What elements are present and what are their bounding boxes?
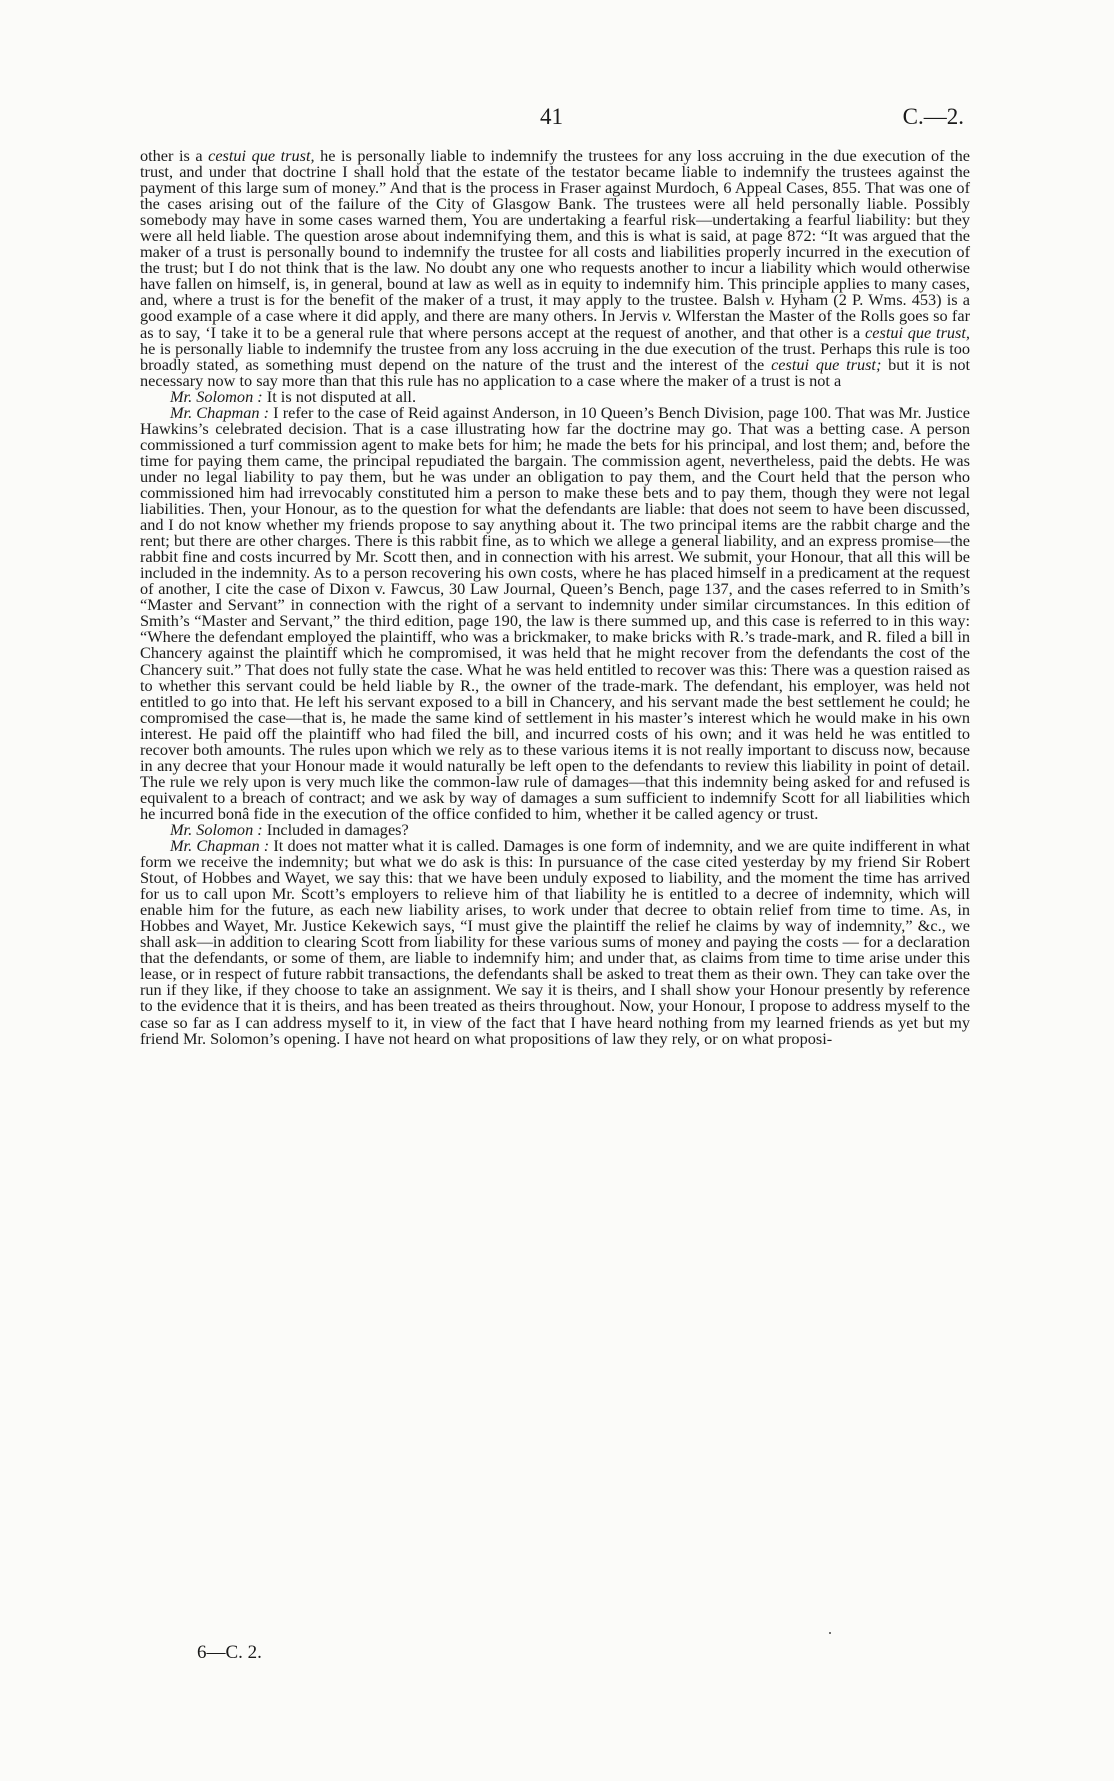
text-run-italic: v. [764, 290, 776, 310]
stray-mark [829, 1632, 831, 1634]
speaker-label: Mr. Chapman : [170, 836, 270, 856]
speaker-label: Mr. Solomon : [170, 386, 263, 406]
page-number: 41 [540, 104, 563, 129]
speech-text: I refer to the case of Reid against Anderson, in 10 Queen’s Bench Division, page 100. That was Mr. Justice Hawkins’s celebrated decision. That is a case illustrating how far the doctrine may go. That was a betting case. A person commissioned a turf commission agent to make bets for him; he made the bets for his principal, and lost them; and, before the time for paying them came, the principal repudiated the bargain. The commission agent, nevertheless, paid the debts. He was under no legal liability to pay them, but he was under an obligation to pay them, and the Court held that the person who commissioned him had irrevocably constituted him a person to make these bets and to pay them, though they were not legal liabilities. Then, your Honour, as to the question for what the defendants are liable: that does not seem to have been discussed, and I do not know whether my friends propose to say anything about it. The two principal items are the rabbit charge and the rent; but there are other charges. There is this rabbit fine, as to which we allege a general liability, and an express promise—the rabbit fine and costs incurred by Mr. Scott then, and in connection with his arrest. We submit, your Honour, that all this will be included in the indemnity. As to a person recovering his own costs, where he has placed himself in a predicament at the request of another, I cite the case of Dixon v. Fawcus, 30 Law Journal, Queen’s Bench, page 137, and the cases referred to in Smith’s “Master and Servant” in connection with the right of a servant to indemnity under similar circumstances. In this edition of Smith’s “Master and Servant,” the third edition, page 190, the law is there summed up, and this case is referred to in this way: “Where the defendant employed the plaintiff, who was a brickmaker, to make bricks with R.’s trade-mark, and R. filed a bill in Chancery against the plaintiff which he compromised, it was held that he might recover from the defendants the cost of the Chancery suit.” That does not fully state the case. What he was held entitled to recover was this: There was a question raised as to whether this servant could be held liable by R., the owner of the trade-mark. The defendant, his employer, was held not entitled to go into that. He left his servant exposed to a bill in Chancery, and his servant made the best settlement he could; he compromised the case—that is, he made the same kind of settlement in his master’s interest which he would make in his own interest. He paid off the plaintiff who had filed the bill, and incurred costs of his own; and it was held he was entitled to recover both amounts. The rules upon which we rely as to these various items it is not really important to discuss now, because in any decree that your Honour made it would naturally be left open to the defendants to review this liability in point of detail. The rule we rely upon is very much like the common-law rule of damages—that this indemnity being asked for and refused is equivalent to a breach of contract; and we ask by way of damages a sum sufficient to indemnify Scott for all liabilities which he incurred bonâ fide in the execution of the office confided to him, whether it be called agency or trust. [140, 402, 971, 823]
speaker-label: Mr. Chapman : [170, 402, 270, 422]
speech-text: Included in damages? [262, 819, 409, 839]
speech-text: It is not disputed at all. [262, 386, 417, 406]
text-run: Wlferstan the Master of the Rolls goes so far as to say, ‘I take it to be a general rule that where persons accept at the request of another, and that other is a [140, 306, 970, 342]
text-run: Hyham (2 P. Wms. 453) is a good example of a case where it did apply, and there are many others. In Jervis [140, 290, 970, 326]
text-run-italic: cestui que trust, [208, 146, 315, 165]
text-run-italic: cestui que trust; [771, 354, 882, 374]
body-text [140, 148, 970, 1047]
text-run: but it is not necessary now to say more than that this rule has no application to a case where the maker of a trust is not a [140, 354, 971, 390]
document-reference: C.—2. [902, 104, 964, 129]
text-run: he is personally liable to indemnify the trustee from any loss accruing in the due execution of the trust. Perhaps this rule is too broadly stated, as something must depend on the nature of the trust and the interest of the [140, 338, 970, 374]
page-header [0, 104, 1114, 138]
speech-text: It does not matter what it is called. Damages is one form of indemnity, and we are quite indifferent in what form we receive the indemnity; but what we do ask is this: In pursuance of the case cited yesterday by my friend Sir Robert Stout, of Hobbes and Wayet, we say this: that we have been unduly exposed to liability, and the moment the time has arrived for us to call upon Mr. Scott’s employers to relieve him of that liability he is entitled to a decree of indemnity, which will enable him for the future, as each new liability arises, to work under that decree to obtain relief from time to time. As, in Hobbes and Wayet, Mr. Justice Kekewich says, “I must give the plaintiff the relief he claims by way of indemnity,” &c., we shall ask—in addition to clearing Scott from liability for these various sums of money and paying the costs — for a declaration that the defendants, or some of them, are liable to indemnify him; and under that, as claims from time to time arise under this lease, or in respect of future rabbit transactions, the defendants shall be asked to treat them as their own. They can take over the run if they like, if they choose to take an assignment. We say it is theirs, and I shall show your Honour presently by reference to the evidence that it is theirs, and has been treated as theirs throughout. Now, your Honour, I propose to address myself to the case so far as I can address myself to it, in view of the fact that I have heard nothing from my learned friends as yet but my friend Mr. Solomon’s opening. I have not heard on what propositions of law they rely, or on what proposi- [140, 836, 970, 1048]
paragraph-continuation [140, 148, 970, 389]
text-run-italic: cestui que trust, [865, 322, 970, 342]
speech-paragraph [140, 402, 971, 823]
text-run-italic: v. [661, 306, 672, 326]
sheet-reference: 6—C. 2. [197, 1642, 262, 1663]
text-run: other is a [140, 146, 209, 165]
text-run: he is personally liable to indemnify the trustees for any loss accruing in the due execution of the trust, and under that doctrine I shall hold that the estate of the testator became liable to indemnify the trustees against the payment of this large sum of money.” And that is the process in Fraser against Murdoch, 6 Appeal Cases, 855. That was one of the cases arising out of the failure of the City of Glasgow Bank. The trustees were all held personally liable. Possibly somebody may have in some cases warned them, You are undertaking a fearful risk—undertaking a fearful liability: but they were all held liable. The question arose about indemnifying them, and this is what is said, at page 872: “It was argued that the maker of a trust is personally bound to indemnify the trustee for all costs and liabilities properly incurred in the execution of the trust; but I do not think that is the law. No doubt any one who requests another to incur a liability which would otherwise have fallen on himself, is, in general, bound at law as well as in equity to indemnify him. This principle applies to many cases, and, where a trust is for the benefit of the maker of a trust, it may apply to the trustee. Balsh [140, 146, 970, 310]
speaker-label: Mr. Solomon : [170, 819, 263, 839]
speech-paragraph [140, 838, 970, 1047]
